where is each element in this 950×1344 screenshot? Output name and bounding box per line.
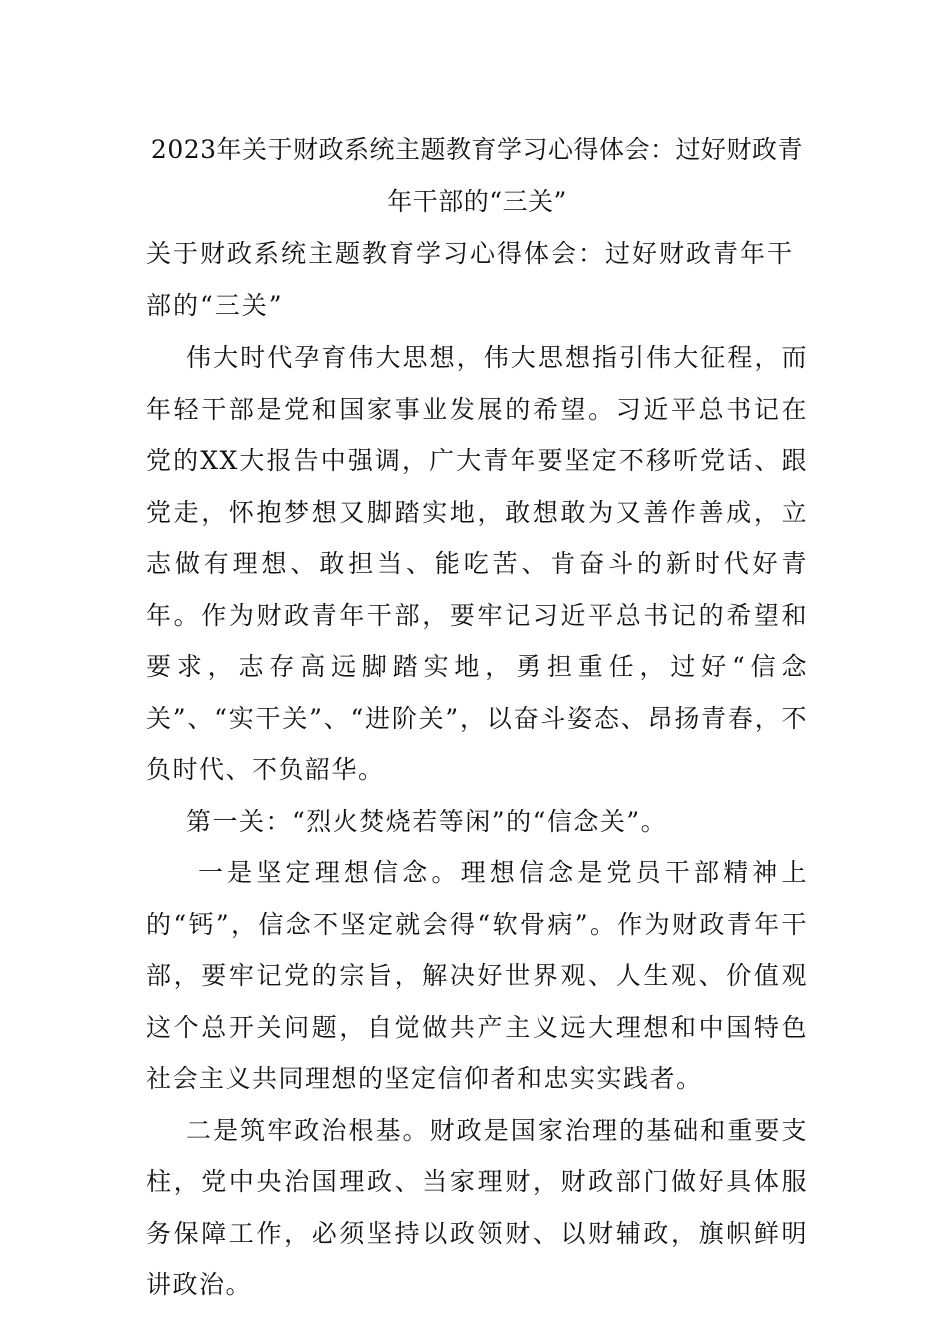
document-page [146,124,808,1311]
paragraph-politics: 二是筑牢政治根基。财政是国家治理的基础和重要支柱，党中央治国理政、当家理财，财政部门做好具体服务保障工作，必须坚持以政领财、以财辅政，旗帜鲜明讲政治。 [146,1115,808,1299]
paragraph-intro: 伟大时代孕育伟大思想，伟大思想指引伟大征程，而年轻干部是党和国家事业发展的希望。习近平总书记在党的XX大报告中强调，广大青年要坚定不移听党话、跟党走，怀抱梦想又脚踏实地，敢想敢为又善作善成，立志做有理想、敢担当、能吃苦、肯奋斗的新时代好青年。作为财政青年干部，要牢记习近平总书记的希望和要求，志存高远脚踏实地，勇担重任，过好“信念关”、“实干关”、“进阶关”，以奋斗姿态、昂扬青春，不负时代、不负韶华。 [146,343,808,784]
document-subtitle: 关于财政系统主题教育学习心得体会：过好财政青年干部的“三关” [146,239,795,320]
paragraph-ideals: 一是坚定理想信念。理想信念是党员干部精神上的“钙”，信念不坚定就会得“软骨病”。作为财政青年干部，要牢记党的宗旨，解决好世界观、人生观、价值观这个总开关问题，自觉做共产主义远大理想和中国特色社会主义共同理想的坚定信仰者和忠实实践者。 [146,858,808,1093]
document-title: 2023年关于财政系统主题教育学习心得体会：过好财政青年干部的“三关” [150,135,804,216]
section-heading-first-pass: 第一关：“烈火焚烧若等闲”的“信念关”。 [186,806,668,836]
